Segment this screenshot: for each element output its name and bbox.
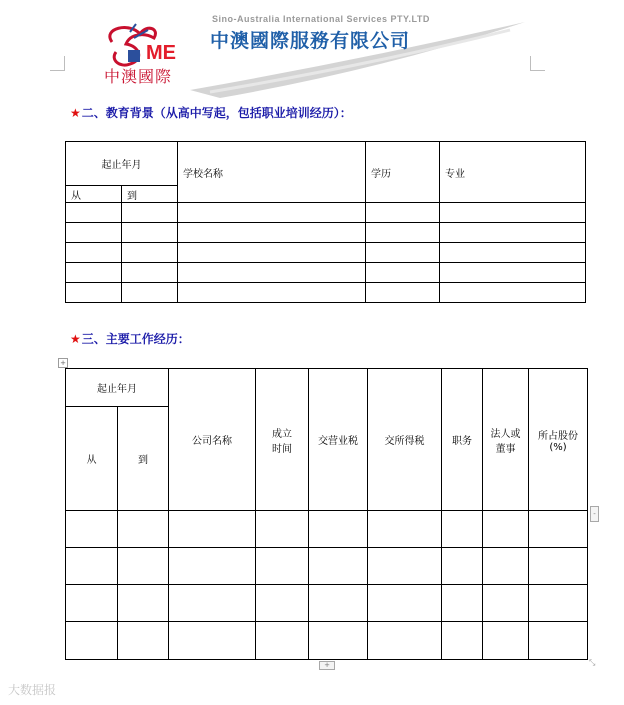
cell[interactable] <box>483 548 529 585</box>
cell[interactable] <box>529 548 588 585</box>
work-shares-line1: 所占股份 <box>538 430 578 442</box>
cell[interactable] <box>122 263 178 283</box>
cell[interactable] <box>483 585 529 622</box>
table-move-handle[interactable]: + <box>58 358 68 368</box>
page-corner-top-right <box>530 56 545 71</box>
table-row <box>66 283 586 303</box>
work-from-header: 从 <box>66 407 118 511</box>
education-section-title <box>70 104 352 121</box>
table-row <box>66 223 586 243</box>
cell[interactable] <box>118 548 169 585</box>
work-to-header: 到 <box>118 407 169 511</box>
work-established-header <box>256 369 309 511</box>
cell[interactable] <box>366 223 440 243</box>
cell[interactable] <box>169 585 256 622</box>
cell[interactable] <box>529 585 588 622</box>
cell[interactable] <box>178 263 366 283</box>
cell[interactable] <box>66 283 122 303</box>
cell[interactable] <box>66 263 122 283</box>
work-legal-line1: 法人或 <box>490 428 521 440</box>
company-name-english: Sino-Australia International Services PTY.LTD <box>212 14 430 24</box>
cell[interactable] <box>483 511 529 548</box>
work-table <box>65 368 588 660</box>
cell[interactable] <box>366 283 440 303</box>
cell[interactable] <box>178 203 366 223</box>
table-resize-handle[interactable]: ⤡ <box>589 658 596 667</box>
cell[interactable] <box>122 203 178 223</box>
logo-letters: ME <box>146 42 176 64</box>
education-major-header: 专业 <box>440 142 586 203</box>
cell[interactable] <box>169 548 256 585</box>
cell[interactable] <box>309 548 368 585</box>
table-row <box>66 622 588 660</box>
cell[interactable] <box>118 622 169 660</box>
cell[interactable] <box>442 548 483 585</box>
cell[interactable] <box>309 622 368 660</box>
cell[interactable] <box>368 548 442 585</box>
cell[interactable] <box>66 243 122 263</box>
table-row <box>66 511 588 548</box>
add-column-handle[interactable]: + <box>319 661 335 670</box>
education-school-header: 学校名称 <box>178 142 366 203</box>
work-established-line1: 成立 <box>272 428 292 440</box>
education-from-header: 从 <box>66 186 122 203</box>
cell[interactable] <box>66 548 118 585</box>
work-shares-header <box>529 369 588 511</box>
cell[interactable] <box>169 511 256 548</box>
work-legal-line2: 董事 <box>495 443 516 455</box>
cell[interactable] <box>122 223 178 243</box>
cell[interactable] <box>483 622 529 660</box>
work-company-header: 公司名称 <box>169 369 256 511</box>
education-degree-header: 学历 <box>366 142 440 203</box>
cell[interactable] <box>118 585 169 622</box>
table-row <box>66 263 586 283</box>
cell[interactable] <box>66 511 118 548</box>
star-icon: ★ <box>70 106 81 120</box>
cell[interactable] <box>122 283 178 303</box>
work-position-header: 职务 <box>442 369 483 511</box>
education-table <box>65 141 586 303</box>
table-row <box>66 548 588 585</box>
star-icon: ★ <box>70 332 81 346</box>
cell[interactable] <box>366 243 440 263</box>
cell[interactable] <box>178 243 366 263</box>
cell[interactable] <box>368 585 442 622</box>
page-corner-top-left <box>50 56 65 71</box>
education-title-text: 二、教育背景（从高中写起，包括职业培训经历）： <box>81 106 352 120</box>
cell[interactable] <box>118 511 169 548</box>
cell[interactable] <box>529 622 588 660</box>
cell[interactable] <box>529 511 588 548</box>
cell[interactable] <box>366 203 440 223</box>
education-period-header: 起止年月 <box>66 142 178 186</box>
table-row <box>66 585 588 622</box>
work-established-line2: 时间 <box>272 443 292 455</box>
work-legal-header <box>483 369 529 511</box>
work-title-text: 三、主要工作经历： <box>81 332 190 346</box>
cell[interactable] <box>440 203 586 223</box>
cell[interactable] <box>66 585 118 622</box>
cell[interactable] <box>440 263 586 283</box>
cell[interactable] <box>442 511 483 548</box>
cell[interactable] <box>178 283 366 303</box>
cell[interactable] <box>309 585 368 622</box>
logo-chinese-text: 中澳國際 <box>104 67 173 86</box>
work-period-header: 起止年月 <box>66 369 169 407</box>
cell[interactable] <box>368 622 442 660</box>
work-income-tax-header: 交所得税 <box>368 369 442 511</box>
cell[interactable] <box>256 622 309 660</box>
table-row <box>66 243 586 263</box>
cell[interactable] <box>169 622 256 660</box>
cell[interactable] <box>178 223 366 243</box>
cell[interactable] <box>66 622 118 660</box>
cell[interactable] <box>309 511 368 548</box>
cell[interactable] <box>368 511 442 548</box>
cell[interactable] <box>256 585 309 622</box>
cell[interactable] <box>442 585 483 622</box>
work-section-title <box>70 330 190 347</box>
cell[interactable] <box>440 243 586 263</box>
add-row-handle[interactable]: - <box>590 506 599 522</box>
cell[interactable] <box>256 511 309 548</box>
cell[interactable] <box>442 622 483 660</box>
education-to-header: 到 <box>122 186 178 203</box>
cell[interactable] <box>440 283 586 303</box>
cell[interactable] <box>366 263 440 283</box>
cell[interactable] <box>66 203 122 223</box>
work-business-tax-header: 交营业税 <box>309 369 368 511</box>
cell[interactable] <box>440 223 586 243</box>
work-shares-line2: (%) <box>549 441 567 453</box>
watermark-text: 大数据报 <box>8 683 57 697</box>
cell[interactable] <box>66 223 122 243</box>
table-row <box>66 203 586 223</box>
company-name-chinese: 中澳國際服務有限公司 <box>210 30 411 52</box>
cell[interactable] <box>256 548 309 585</box>
cell[interactable] <box>122 243 178 263</box>
